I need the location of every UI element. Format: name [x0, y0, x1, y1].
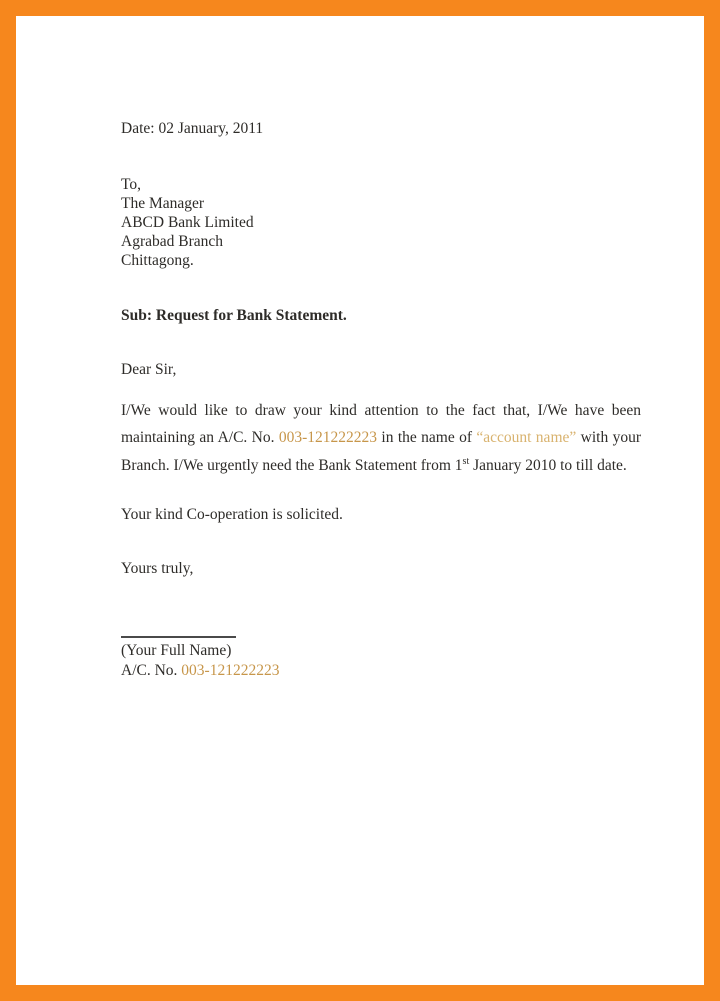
- body-paragraph: [121, 397, 641, 481]
- signature-account-label: A/C. No.: [121, 661, 182, 679]
- signature-rule: [121, 636, 236, 638]
- cooperation-line: Your kind Co-operation is solicited.: [121, 506, 343, 524]
- recipient-line: To,: [121, 176, 142, 193]
- date-line: Date: 02 January, 2011: [121, 120, 264, 137]
- ordinal-suffix: st: [462, 456, 470, 468]
- body-text-2: in the name of: [377, 429, 477, 447]
- recipient-line: The Manager: [121, 194, 205, 212]
- salutation: Dear Sir,: [121, 360, 177, 378]
- recipient-line: ABCD Bank Limited: [121, 213, 254, 231]
- valediction: Yours truly,: [121, 560, 194, 578]
- signature-name-placeholder: (Your Full Name): [121, 642, 232, 660]
- letter-document: [16, 16, 704, 985]
- account-name: “account name”: [476, 429, 577, 447]
- signature-account-line: [121, 661, 641, 680]
- account-number: 003-121222223: [278, 429, 378, 447]
- body-text-4: January 2010 to till date.: [469, 457, 627, 475]
- recipient-block: [121, 176, 641, 271]
- recipient-line: Chittagong.: [121, 251, 194, 269]
- subject-line: Sub: Request for Bank Statement.: [121, 306, 347, 324]
- body-text-3: with your Branch. I/We urgently need the Bank Statement from 1: [121, 429, 641, 475]
- body-text-1: I/We would like to draw your kind attention to the fact that, I/We have been maintaining an A/C. No.: [121, 401, 641, 447]
- recipient-line: Agrabad Branch: [121, 232, 223, 250]
- signature-block: [121, 636, 641, 680]
- signature-account-number: 003-121222223: [181, 661, 280, 679]
